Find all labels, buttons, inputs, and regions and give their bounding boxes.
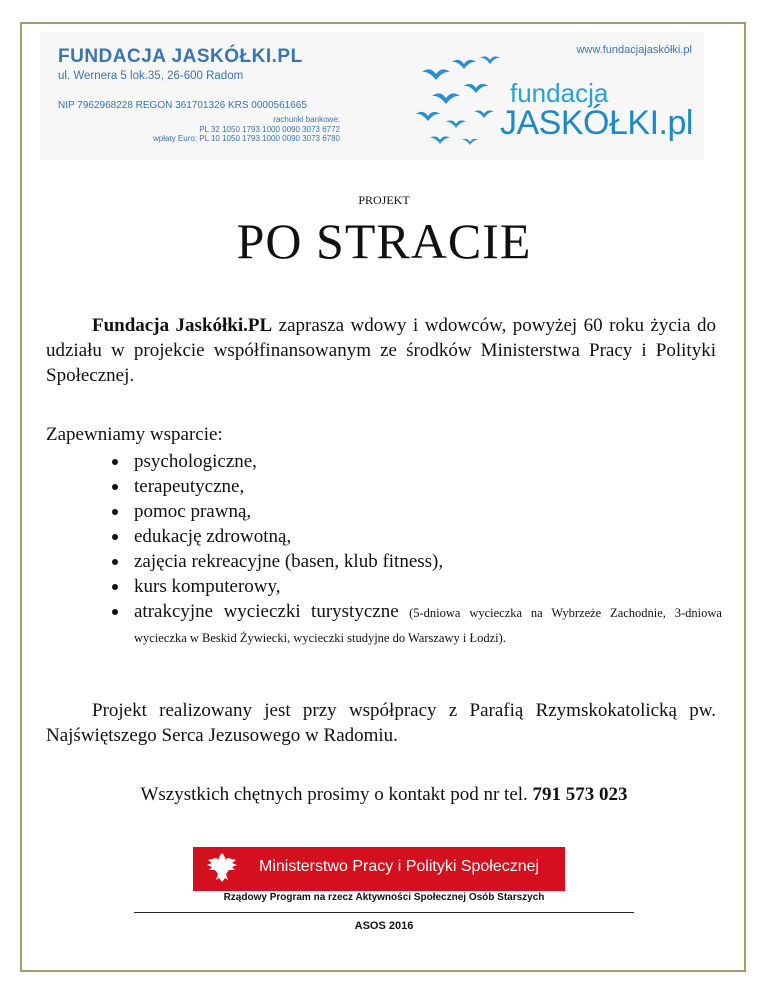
program-name: Rządowy Program na rzecz Aktywności Społecznej Osób Starszych [223, 892, 545, 903]
org-ids: NIP 7962968228 REGON 361701326 KRS 0000561665 [58, 100, 307, 111]
letterhead [40, 32, 704, 160]
trips-note: (5-dniowa wycieczka na Wybrzeże Zachodnie, 3-dniowa wycieczka w Beskid Żywiecki, wycieczki studyjne do Warszawy i Łodzi). [134, 606, 722, 645]
intro-text: zaprasza wdowy i wdowców, powyżej 60 roku życia do udziału w projekcie współfinansowanym ze środków Ministerstwa Pracy i Polityki Społecznej. [46, 315, 716, 386]
support-list [110, 449, 722, 649]
intro-paragraph [46, 313, 716, 388]
bank-label: rachunki bankowe: [273, 115, 340, 124]
contact-text: Wszystkich chętnych prosimy o kontakt pod nr tel. [140, 784, 533, 805]
foundation-logo [412, 52, 702, 152]
list-item: kurs komputerowy, [110, 574, 722, 599]
list-item-trips [110, 599, 722, 649]
bank-euro: wpłaty Euro: PL 10 1050 1793 1000 0090 3073 6780 [153, 134, 340, 144]
partner-paragraph: Projekt realizowany jest przy współpracy z Parafią Rzymskokatolicką pw. Najświętszego Serca Jezusowego w Radomiu. [46, 700, 716, 746]
logo-text-fundacja: fundacja [510, 78, 609, 108]
list-item: terapeutyczne, [110, 474, 722, 499]
contact-phone: 791 573 023 [532, 784, 628, 805]
ministry-logo [193, 847, 565, 891]
support-heading: Zapewniamy wsparcie: [46, 424, 223, 445]
org-address: ul. Wernera 5 lok.35, 26-600 Radom [58, 70, 244, 82]
contact-line [0, 784, 768, 806]
eagle-emblem-icon [203, 850, 241, 888]
org-contact-block [58, 46, 307, 111]
website-url: www.fundacjajaskółki.pl [576, 44, 692, 56]
project-title: PO STRACIE [236, 213, 532, 269]
org-name: FUNDACJA JASKÓŁKI.PL [58, 46, 303, 67]
bank-accounts [120, 115, 340, 144]
list-item: edukację zdrowotną, [110, 524, 722, 549]
divider [134, 912, 634, 913]
bank-pl: PL 32 1050 1793 1000 0090 3073 6772 [199, 124, 340, 134]
list-item: pomoc prawną, [110, 499, 722, 524]
trips-label: atrakcyjne wycieczki turystyczne [134, 601, 399, 622]
ministry-name: Ministerstwo Pracy i Polityki Społecznej [259, 858, 540, 875]
list-item: zajęcia rekreacyjne (basen, klub fitness), [110, 549, 722, 574]
list-item: psychologiczne, [110, 449, 722, 474]
asos-label: ASOS 2016 [354, 920, 414, 932]
intro-org-name: Fundacja Jaskółki.PL [92, 315, 273, 336]
project-label: PROJEKT [358, 193, 410, 207]
logo-text-main: JASKÓŁKI.pl [500, 104, 693, 142]
